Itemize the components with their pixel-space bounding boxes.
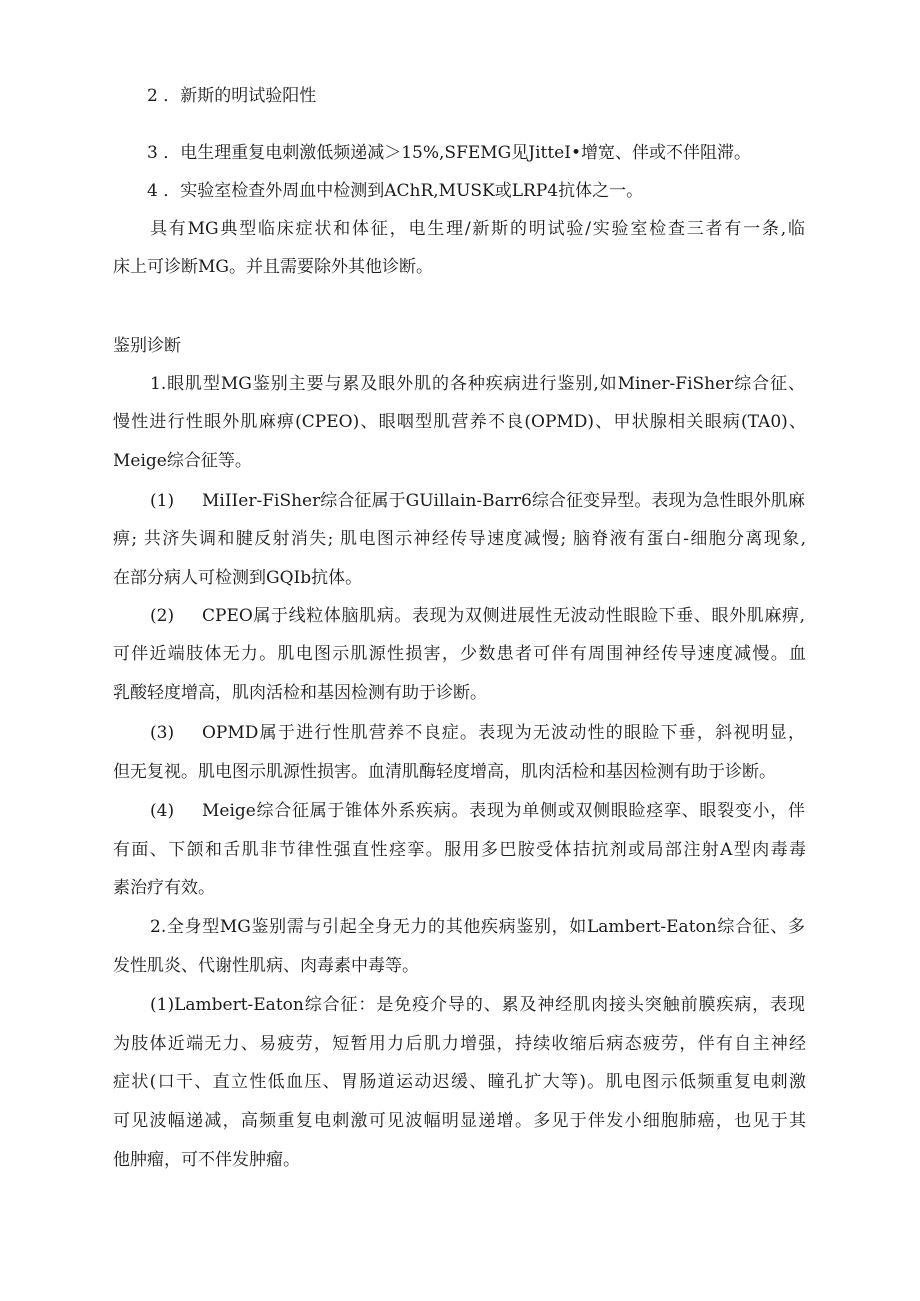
- generalized-intro-line-2: 发性肌炎、代谢性肌病、肉毒素中毒等。: [113, 956, 419, 976]
- item-4-line-1: Meige综合征属于锥体外系疾病。表现为单侧或双侧眼睑痉挛、眼裂变小，伴: [202, 801, 805, 821]
- criterion-number: 2: [147, 86, 158, 106]
- ocular-intro-line-2: 慢性进行性眼外肌麻痹(CPEO)、眼咽型肌营养不良(OPMD)、甲状腺相关眼病(TA0)、: [113, 412, 806, 432]
- item-2-number: (2): [150, 606, 175, 626]
- item-3-line-1: OPMD属于进行性肌营养不良症。表现为无波动性的眼睑下垂，斜视明显，: [202, 723, 805, 743]
- lambert-eaton-line-2: 为肢体近端无力、易疲劳，短暂用力后肌力增强，持续收缩后病态疲劳，伴有自主神经: [113, 1034, 806, 1054]
- criterion-3: [147, 145, 751, 162]
- lambert-eaton-line-3: 症状(口干、直立性低血压、胃肠道运动迟缓、瞳孔扩大等)。肌电图示低频重复电刺激: [113, 1072, 806, 1092]
- lambert-eaton-line-4: 可见波幅递减，高频重复电刺激可见波幅明显递增。多见于伴发小细胞肺癌，也见于其: [113, 1111, 806, 1131]
- criterion-2: [147, 88, 316, 105]
- section-title: 鉴别诊断: [113, 336, 181, 356]
- ocular-intro-line-3: Meige综合征等。: [113, 451, 252, 471]
- criterion-number: 4: [147, 181, 158, 201]
- item-1-line-1: MiIIer-FiSher综合征属于GUillain-Barr6综合征变异型。表现为急性眼外肌麻: [202, 491, 805, 511]
- criterion-text: ．新斯的明试验阳性: [163, 86, 317, 106]
- generalized-intro-line-1: 2.全身型MG鉴别需与引起全身无力的其他疾病鉴别，如Lambert-Eaton综合征、多: [150, 917, 805, 937]
- summary-line-1: 具有MG典型临床症状和体征，电生理/新斯的明试验/实验室检查三者有一条,临: [150, 219, 805, 239]
- ocular-intro-line-1: 1.眼肌型MG鉴别主要与累及眼外肌的各种疾病进行鉴别,如Miner-FiSher综合征、: [150, 374, 805, 394]
- item-3-number: (3): [150, 723, 175, 743]
- criterion-text: ．电生理重复电刺激低频递减＞15%,SFEMG见JitteI•增宽、伴或不伴阻滞。: [163, 143, 751, 163]
- item-1-line-3: 在部分病人可检测到GQIb抗体。: [113, 568, 363, 588]
- summary-line-2: 床上可诊断MG。并且需要除外其他诊断。: [113, 257, 433, 277]
- criterion-4: [147, 183, 643, 200]
- item-2-line-1: CPEO属于线粒体脑肌病。表现为双侧进展性无波动性眼睑下垂、眼外肌麻痹,: [202, 606, 805, 626]
- item-4-number: (4): [150, 801, 175, 821]
- criterion-text: ．实验室检查外周血中检测到AChR,MUSK或LRP4抗体之一。: [163, 181, 644, 201]
- item-3-line-2: 但无复视。肌电图示肌源性损害。血清肌酶轻度增高，肌肉活检和基因检测有助于诊断。: [113, 762, 776, 782]
- item-1-line-2: 痹; 共济失调和腱反射消失; 肌电图示神经传导速度减慢; 脑脊液有蛋白-细胞分离现象,: [113, 529, 806, 549]
- item-4-line-3: 素治疗有效。: [113, 878, 215, 898]
- criterion-number: 3: [147, 143, 158, 163]
- lambert-eaton-line-1: (1)Lambert-Eaton综合征：是免疫介导的、累及神经肌肉接头突触前膜疾病，表现: [150, 995, 805, 1015]
- item-1-number: (1): [150, 491, 175, 511]
- item-2-line-3: 乳酸轻度增高，肌肉活检和基因检测有助于诊断。: [113, 683, 487, 703]
- item-4-line-2: 有面、下颌和舌肌非节律性强直性痉挛。服用多巴胺受体拮抗剂或局部注射A型肉毒毒: [113, 840, 806, 860]
- lambert-eaton-line-5: 他肿瘤，可不伴发肿瘤。: [113, 1150, 300, 1170]
- item-2-line-2: 可伴近端肢体无力。肌电图示肌源性损害，少数患者可伴有周围神经传导速度减慢。血: [113, 644, 806, 664]
